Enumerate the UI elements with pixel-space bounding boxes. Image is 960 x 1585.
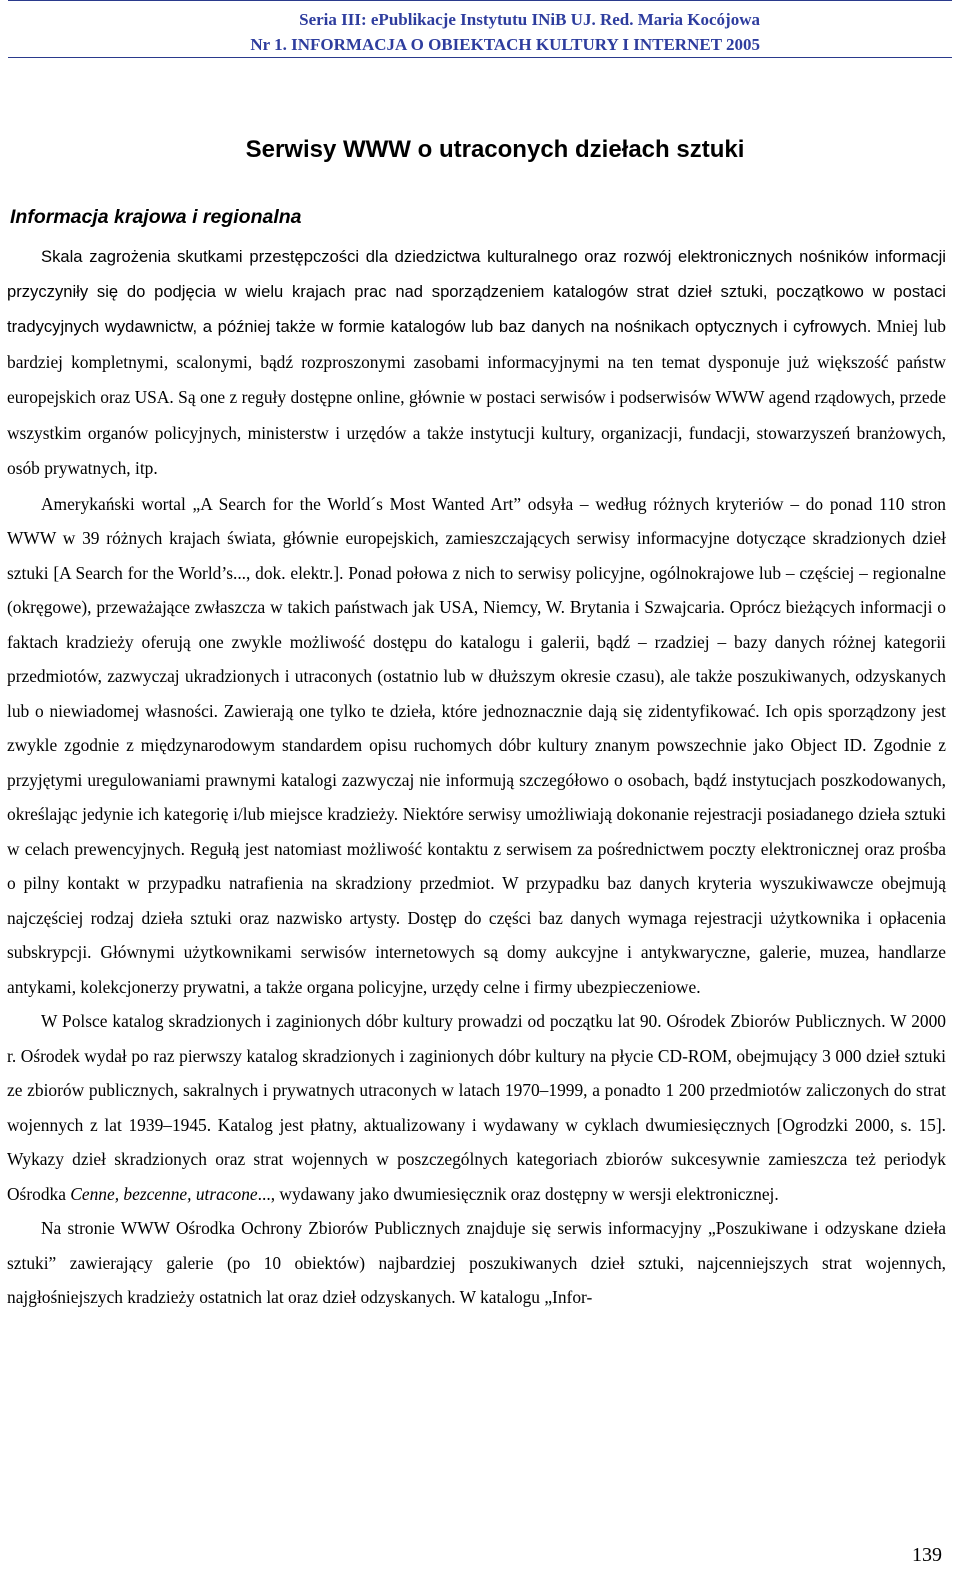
- paragraph-3-text: W Polsce katalog skradzionych i zaginionych dóbr kultury prowadzi od początku lat 90. Ośrodek Zbiorów Publicznych. W 2000 r. Ośrodek wydał po raz pierwszy katalog skradzionych i zaginionych dóbr kultury na płycie CD-ROM, obejmujący 3 000 dzieł sztuki ze zbiorów publicznych, sakralnych i prywatnych utraconych w latach 1970–1999, a ponadto 1 200 przedmiotów zaliczonych do strat wojennych z lat 1939–1945. Katalog jest płatny, aktualizowany i wydawany w cyklach dwumiesięcznych [Ogrodzki 2000, s. 15]. Wykazy dzieł skradzionych oraz strat wojennych w poszczególnych kategoriach zbiorów sukcesywnie zamieszcza też periodyk Ośrodka: [7, 1011, 946, 1204]
- article-title: Serwisy WWW o utraconych dziełach sztuki: [245, 136, 745, 163]
- page-number: 139: [912, 1544, 942, 1566]
- series-title: Seria III: ePublikacje Instytutu INiB UJ. Red. Maria Kocójowa: [299, 10, 760, 29]
- paragraph-1-continuation: Mniej lub bardziej kompletnymi, scalonymi, bądź rozproszonymi zasobami informacyjnymi na ten temat dysponuje już większość państw europejskich oraz USA. Są one z reguły dostępne online, głównie w postaci serwisów i podserwisów WWW agend rządowych, przede wszystkim organów policyjnych, ministerstw i urzędów a także instytucji kultury, organizacji, fundacji, stowarzyszeń branżowych, osób prywatnych, itp.: [7, 316, 946, 478]
- paragraph-3: [7, 1004, 946, 1211]
- paragraph-1: [7, 240, 946, 487]
- article-body: [7, 240, 946, 1315]
- paragraph-3-end: ..., wydawany jako dwumiesięcznik oraz dostępny w wersji elektronicznej.: [257, 1183, 779, 1204]
- paragraph-1-text: Skala zagrożenia skutkami przestępczości dla dziedzictwa kulturalnego oraz rozwój elektronicznych nośników informacji przyczyniły się do podjęcia w wielu krajach prac nad sporządzeniem katalogów strat dzieł sztuki, początkowo w postaci tradycyjnych wydawnictw, a później także w formie katalogów lub baz danych na nośnikach optycznych i cyfrowych.: [7, 247, 946, 336]
- volume-title: Nr 1. INFORMACJA O OBIEKTACH KULTURY I INTERNET 2005: [250, 35, 760, 54]
- paragraph-2: Amerykański wortal „A Search for the World´s Most Wanted Art” odsyła – według różnych kryteriów – do ponad 110 stron WWW w 39 różnych krajach świata, głównie europejskich, zamieszczających serwisy informacyjne dotyczące skradzionych dzieł sztuki [A Search for the World’s..., dok. elektr.]. Ponad połowa z nich to serwisy policyjne, ogólnokrajowe lub – częściej – regionalne (okręgowe), przeważające zwłaszcza w takich państwach jak USA, Niemcy, W. Brytania i Szwajcaria. Oprócz bieżących informacji o faktach kradzieży oferują one zwykle możliwość dostępu do katalogu i galerii, bądź – rzadziej – bazy danych różnej kategorii przedmiotów, zazwyczaj ukradzionych i utraconych (ostatnio lub w dłuższym okresie czasu), ale także poszukiwanych, odzyskanych lub o niewiadomej własności. Zawierają one tylko te dzieła, które jednoznacznie dają się zidentyfikować. Ich opis sporządzony jest zwykle zgodnie z międzynarodowym standardem opisu ruchomych dóbr kultury znanym powszechnie jako Object ID. Zgodnie z przyjętymi uregulowaniami prawnymi katalogi zazwyczaj nie informują szczegółowo o osobach, bądź instytucjach poszkodowanych, określając jedynie ich kategorię i/lub miejsce kradzieży. Niektóre serwisy umożliwiają dokonanie rejestracji posiadanego dzieła sztuki w celach prewencyjnych. Regułą jest natomiast możliwość kontaktu z serwisem za pośrednictwem poczty elektronicznej oraz prośba o pilny kontakt w przypadku natrafienia na skradziony przedmiot. W przypadku baz danych kryteria wyszukiwawcze obejmują najczęściej rodzaj dzieła sztuki oraz nazwisko artysty. Dostęp do części baz danych wymaga rejestracji użytkownika i opłacenia subskrypcji. Głównymi użytkownikami serwisów internetowych są domy aukcyjne i antykwaryczne, galerie, muzea, handlarze antykami, kolekcjonerzy prywatni, a także organa policyjne, urzędy celne i firmy ubezpieczeniowe.: [7, 493, 946, 997]
- periodical-title: Cenne, bezcenne, utracone: [70, 1183, 258, 1204]
- section-heading: Informacja krajowa i regionalna: [10, 206, 302, 228]
- running-header: [8, 0, 952, 58]
- paragraph-4: Na stronie WWW Ośrodka Ochrony Zbiorów Publicznych znajduje się serwis informacyjny „Poszukiwane i odzyskane dzieła sztuki” zawierający galerie (po 10 obiektów) najbardziej poszukiwanych dzieł sztuki, najcenniejszych strat wojennych, najgłośniejszych kradzieży ostatnich lat oraz dzieł odzyskanych. W katalogu „Infor-: [7, 1218, 946, 1307]
